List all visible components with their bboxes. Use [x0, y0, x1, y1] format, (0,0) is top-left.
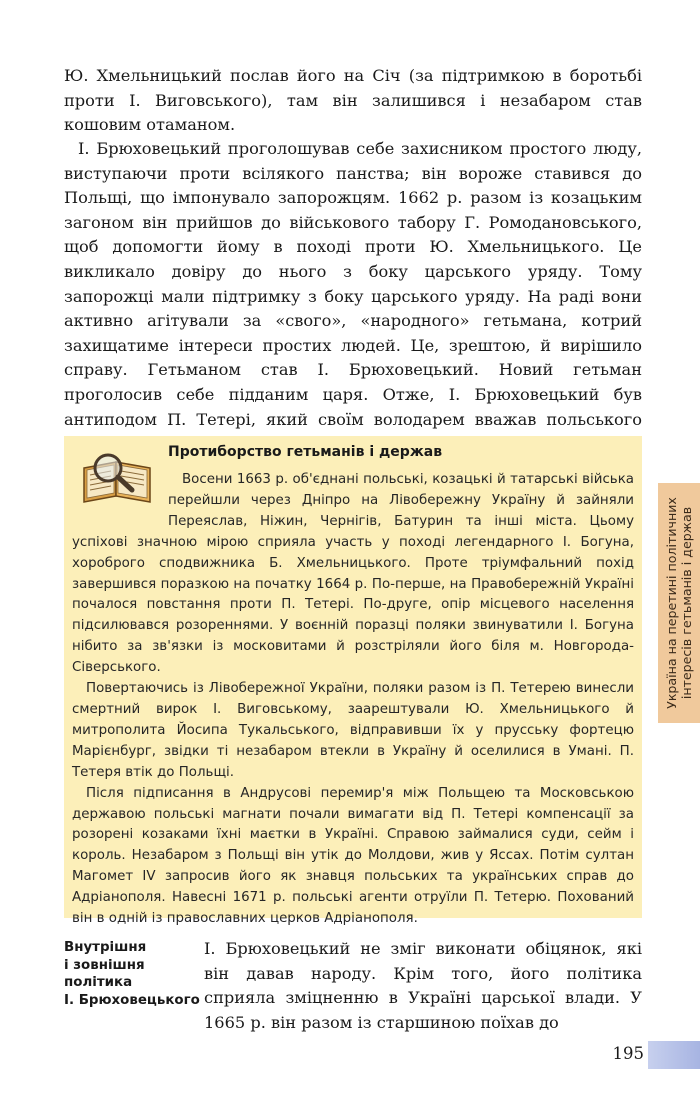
page-number-bar: [648, 1041, 700, 1069]
margin-heading-line: Внутрішня: [64, 940, 147, 955]
section-paragraph: І. Брюховецький не зміг виконати обіцянок, які він давав народу. Крім того, його політика сприяла зміцненню в Україні царської влади. У 1665 р. він разом із старшиною поїхав до: [204, 939, 642, 1032]
info-box-text: [72, 470, 634, 930]
chapter-title: [664, 487, 694, 719]
chapter-title-line: інтересів гетьманів і держав: [679, 506, 694, 700]
page-number: 195: [612, 1044, 644, 1063]
paragraph: Восени 1663 р. об'єднані польські, козацькі й татарські війська перейшли через Дніпро на Лівобережну Україну й зайняли Переяслав, Ніжин, Чернігів, Батурин та інші міста. Цьому успіхові значною мірою сприяла участь у поході легендарного І. Богуна, хороброго сподвижника Б. Хмельницького. Проте тріумфальний похід завершився поразкою на початку 1664 р. По-перше, на Правобережній Україні почалося повстання проти П. Тетері. По-друге, опір місцевого населення підсилювався розореннями. У воєнній поразці поляки звинуватили І. Богуна нібито за зв'язки із московитами й розстріляли його біля м. Новгорода-Сіверського.: [72, 472, 634, 676]
margin-heading: [64, 939, 204, 1009]
margin-heading-line: І. Брюховецького: [64, 992, 200, 1008]
info-box: [64, 436, 642, 927]
main-text-continuation: [64, 64, 642, 138]
margin-heading-line: і зовнішня: [64, 957, 145, 973]
info-box-title: Протиборство гетьманів і держав: [168, 444, 443, 460]
paragraph: І. Брюховецький проголошував себе захисником простого люду, виступаючи проти всілякого панства; він вороже ставився до Польщі, що імпонувало запорожцям. 1662 р. разом із козацьким загоном він прийшов до військового табору Г. Ромодановського, щоб допомогти йому в поході проти Ю. Хмельницького. Це викликало довіру до нього з боку царського уряду. Тому запорожці мали підтримку з боку царського уряду. На раді вони активно агітували за «свого», «народного» гетьмана, котрий захищатиме інтереси простих людей. Це, зрештою, й вирішило справу. Гетьманом став І. Брюховецький. Новий гетьман проголосив себе підданим царя. Отже, І. Брюховецький був антиподом П. Тетері, який своїм володарем вважав польського: [64, 139, 642, 429]
main-text-block: [64, 137, 642, 457]
chapter-side-tab: [658, 483, 700, 723]
paragraph: Після підписання в Андрусові перемир'я між Польщею та Московською державою польські магнати почали вимагати від П. Тетері компенсації за розорені козаками їхні маєтки в Україні. Справою займалися суди, сейм і король. Незабаром з Польщі він утік до Молдови, жив у Яссах. Потім султан Магомет IV запросив його як знавця польських та українських справ до Адріанополя. Навесні 1671 р. польські агенти отруїли П. Тетерю. Похований він в одній із православних церков Адріанополя.: [72, 785, 634, 927]
paragraph: Повертаючись із Лівобережної України, поляки разом із П. Тетерею винесли смертний вирок І. Виговському, заарештували Ю. Хмельницького й митрополита Йосипа Тукальського, відправивши їх у прусську фортецю Марієнбург, звідки ті незабаром втекли в Україну й оселилися в Умані. П. Тетеря втік до Польщі.: [72, 681, 634, 780]
chapter-title-line: Україна на перетині політичних: [664, 497, 679, 709]
paragraph: Ю. Хмельницький послав його на Січ (за підтримкою в боротьбі проти І. Виговського), там він залишився і незабаром став кошовим отаманом.: [64, 66, 642, 135]
margin-heading-line: політика: [64, 975, 133, 991]
